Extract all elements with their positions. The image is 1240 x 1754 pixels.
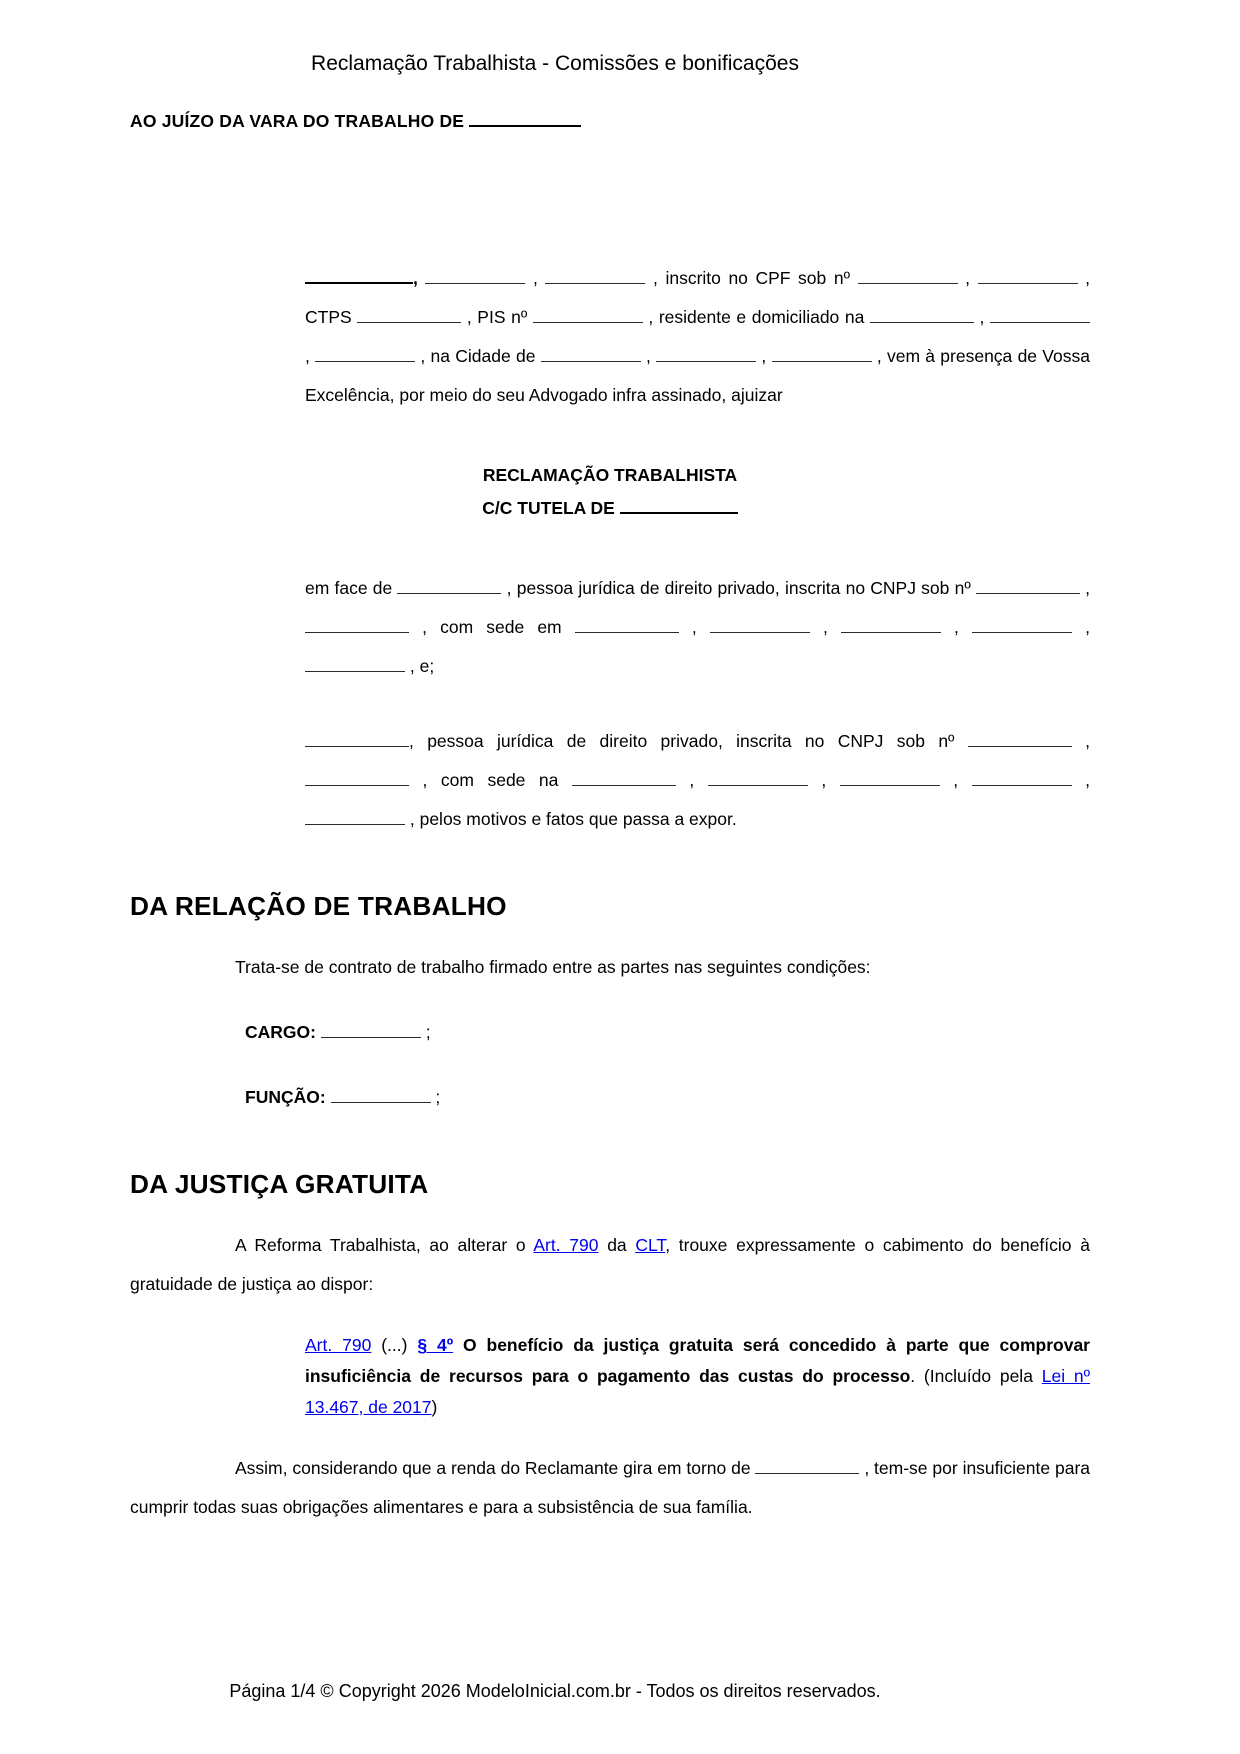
text-run: , [1071,731,1090,751]
blank-underline-field [545,267,645,284]
text-run: C/C TUTELA DE [482,498,620,518]
text-run: , [807,770,840,790]
blank-underline-field [976,577,1080,594]
text-run: , [940,617,973,637]
blank-underline-field [772,345,872,362]
reforma-trabalhista-paragraph [130,1226,1090,1304]
text-run: FUNÇÃO: [245,1087,331,1107]
blank-underline-field [575,616,679,633]
text-run: , [640,346,657,366]
text-run: A Reforma Trabalhista, ao alterar o [235,1235,534,1255]
legal-reference-link[interactable]: Art. 790 [533,1235,599,1255]
text-run: , trouxe expressamente o cabimento do benefício à gratuidade de justiça ao dispor: [130,1235,1090,1294]
text-run: , [413,268,418,288]
blank-underline-field [305,808,405,825]
blank-underline-field [305,730,409,747]
blank-underline-field [978,267,1078,284]
text-run: ; [430,1087,441,1107]
section-heading-relacao-trabalho: DA RELAÇÃO DE TRABALHO [130,891,507,921]
text-run: O benefício da justiça gratuita será concedido à parte que comprovar insuficiência de recursos para o pagamento das custas do processo [305,1335,1090,1386]
blank-underline-field [397,577,501,594]
blank-underline-field [710,616,810,633]
defendant2-paragraph [305,722,1090,839]
blank-underline-field [858,267,958,284]
blank-underline-field [572,769,676,786]
contract-intro-paragraph [130,948,1090,987]
text-run: , tem-se por insuficiente para cumprir todas suas obrigações alimentares e para a subsistência de sua família. [130,1458,1091,1517]
action-title-line1: RECLAMAÇÃO TRABALHISTA [482,465,738,485]
text-run: em face de [305,578,398,598]
blank-underline-field [305,266,413,284]
text-run: Assim, considerando que a renda do Reclamante gira em torno de [235,1458,756,1478]
document-body [130,46,1090,1527]
text-run: da [598,1235,636,1255]
funcao-field-line [245,1078,1090,1117]
text-run: , [939,770,972,790]
text-run: , [756,346,772,366]
claimant-qualification-paragraph [305,259,1090,415]
blank-underline-field [972,616,1072,633]
blank-underline-field [841,616,941,633]
text-run: , [1072,617,1091,637]
text-run: , [957,268,978,288]
blank-underline-field [321,1021,421,1038]
section-heading-justica-gratuita: DA JUSTIÇA GRATUITA [130,1169,429,1199]
blank-underline-field [305,769,409,786]
blank-underline-field [708,769,808,786]
blank-underline-field [305,616,409,633]
renda-reclamante-paragraph [130,1449,1090,1527]
text-run: AO JUÍZO DA VARA DO TRABALHO DE [130,111,470,131]
text-run: ) [431,1397,438,1417]
text-run: , PIS nº [461,307,533,327]
blank-underline-field [755,1457,859,1474]
text-run: , [1071,770,1091,790]
blank-underline-field [990,306,1090,323]
text-run: , com sede na [409,770,572,790]
cargo-field-line [245,1013,1090,1052]
text-run: , [1079,578,1090,598]
blank-underline-field [968,730,1072,747]
law-quote-block [305,1330,1090,1423]
text-run: , e; [405,656,435,676]
text-run: , pessoa jurídica de direito privado, inscrita no CNPJ sob nº [409,731,968,751]
text-run: , pessoa jurídica de direito privado, inscrita no CNPJ sob nº [501,578,976,598]
defendant1-paragraph [305,569,1090,686]
blank-underline-field [656,345,756,362]
text-run: , com sede em [409,617,575,637]
blank-underline-field [469,109,581,127]
blank-underline-field [315,345,415,362]
blank-underline-field [840,769,940,786]
text-run: , [305,346,316,366]
text-run: , [675,770,708,790]
text-run: , pelos motivos e fatos que passa a expor. [405,809,737,829]
text-run: , residente e domiciliado na [642,307,870,327]
text-run: Trata-se de contrato de trabalho firmado entre as partes nas seguintes condições: [235,957,871,977]
text-run: , [809,617,841,637]
blank-underline-field [533,306,643,323]
blank-underline-field [620,496,738,514]
blank-underline-field [541,345,641,362]
text-run: , [973,307,990,327]
document-title: Reclamação Trabalhista - Comissões e bonificações [311,52,799,75]
action-title [130,459,1090,525]
text-run [418,268,426,288]
legal-reference-link[interactable]: § 4º [417,1335,454,1355]
page-footer: Página 1/4 © Copyright 2026 ModeloInicial.com.br - Todos os direitos reservados. [229,1681,881,1701]
text-run: . (Incluído pela [910,1366,1042,1386]
blank-underline-field [425,267,525,284]
text-run: , na Cidade de [415,346,541,366]
text-run: CARGO: [245,1022,321,1042]
blank-underline-field [305,655,405,672]
blank-underline-field [972,769,1072,786]
text-run: , vem à presença de Vossa Excelência, por meio do seu Advogado infra assinado, ajuizar [305,346,1090,405]
text-run: , CTPS [305,268,1090,327]
text-run: ; [420,1022,431,1042]
blank-underline-field [870,306,974,323]
text-run: , [678,617,710,637]
text-run: , inscrito no CPF sob nº [645,268,858,288]
court-addressing [130,102,1090,141]
legal-reference-link[interactable]: CLT [635,1235,666,1255]
text-run: , [525,268,546,288]
action-title-line2 [130,492,1090,525]
legal-reference-link[interactable]: Art. 790 [305,1335,372,1355]
legal-reference-link[interactable]: Lei nº 13.467, de 2017 [305,1366,1091,1417]
blank-underline-field [357,306,461,323]
text-run: (...) [371,1335,418,1355]
blank-underline-field [331,1086,431,1103]
